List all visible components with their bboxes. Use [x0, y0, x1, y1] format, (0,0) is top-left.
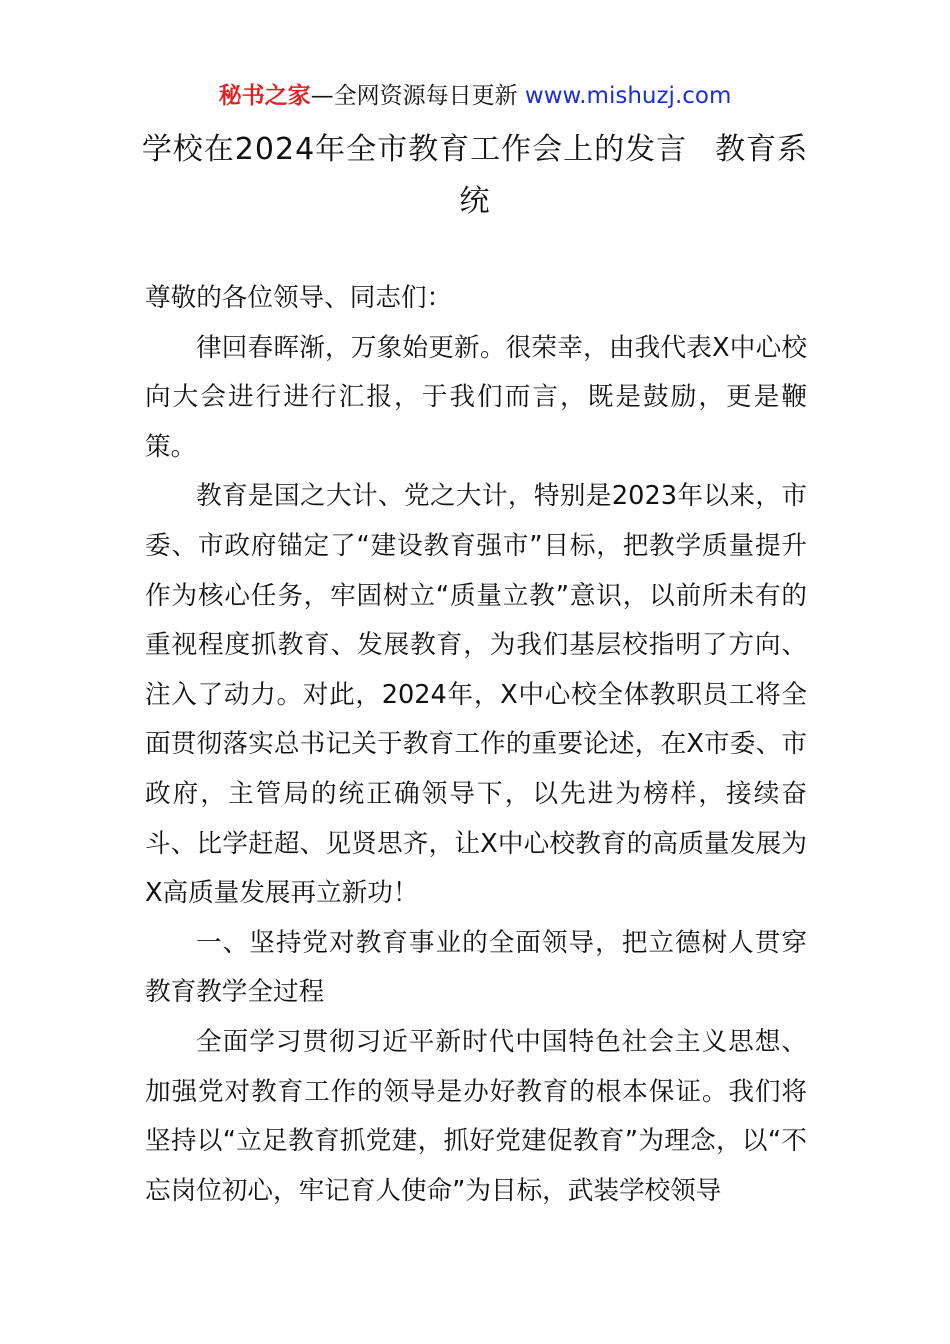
- site-tagline: —全网资源每日更新: [310, 83, 525, 109]
- site-header: [0, 80, 950, 112]
- paragraph-opening: 律回春晖渐，万象始更新。很荣幸，由我代表X中心校向大会进行进行汇报，于我们而言，既是鼓励，更是鞭策。: [145, 332, 807, 462]
- site-brand: 秘书之家: [218, 83, 311, 109]
- paragraph-background: 教育是国之大计、党之大计，特别是2023年以来，市委、市政府锚定了“建设教育强市”目标，把教学质量提升作为核心任务，牢固树立“质量立教”意识，以前所未有的重视程度抓教育、发展教育，为我们基层校指明了方向、注入了动力。对此，2024年，X中心校全体教职员工将全面贯彻落实总书记关于教育工作的重要论述，在X市委、市政府，主管局的统正确领导下，以先进为榜样，接续奋斗、比学赶超、见贤思齐，让X中心校教育的高质量发展为X高质量发展再立新功！: [145, 481, 807, 909]
- section-heading-1: 一、坚持党对教育事业的全面领导，把立德树人贯穿教育教学全过程: [145, 927, 807, 1008]
- document-title-suffix: 教育系统: [459, 132, 809, 219]
- paragraph-section-1: 全面学习贯彻习近平新时代中国特色社会主义思想、加强党对教育工作的领导是办好教育的根本保证。我们将坚持以“立足教育抓党建，抓好党建促教育”为理念，以“不忘岗位初心，牢记育人使命”为目标，武装学校领导: [145, 1026, 807, 1206]
- document-body: [145, 274, 807, 1216]
- document-title-main: 学校在2024年全市教育工作会上的发言: [141, 132, 688, 167]
- document-title: [140, 124, 810, 228]
- site-url-link[interactable]: www.mishuzj.com: [524, 83, 732, 109]
- salutation: 尊敬的各位领导、同志们：: [145, 283, 453, 313]
